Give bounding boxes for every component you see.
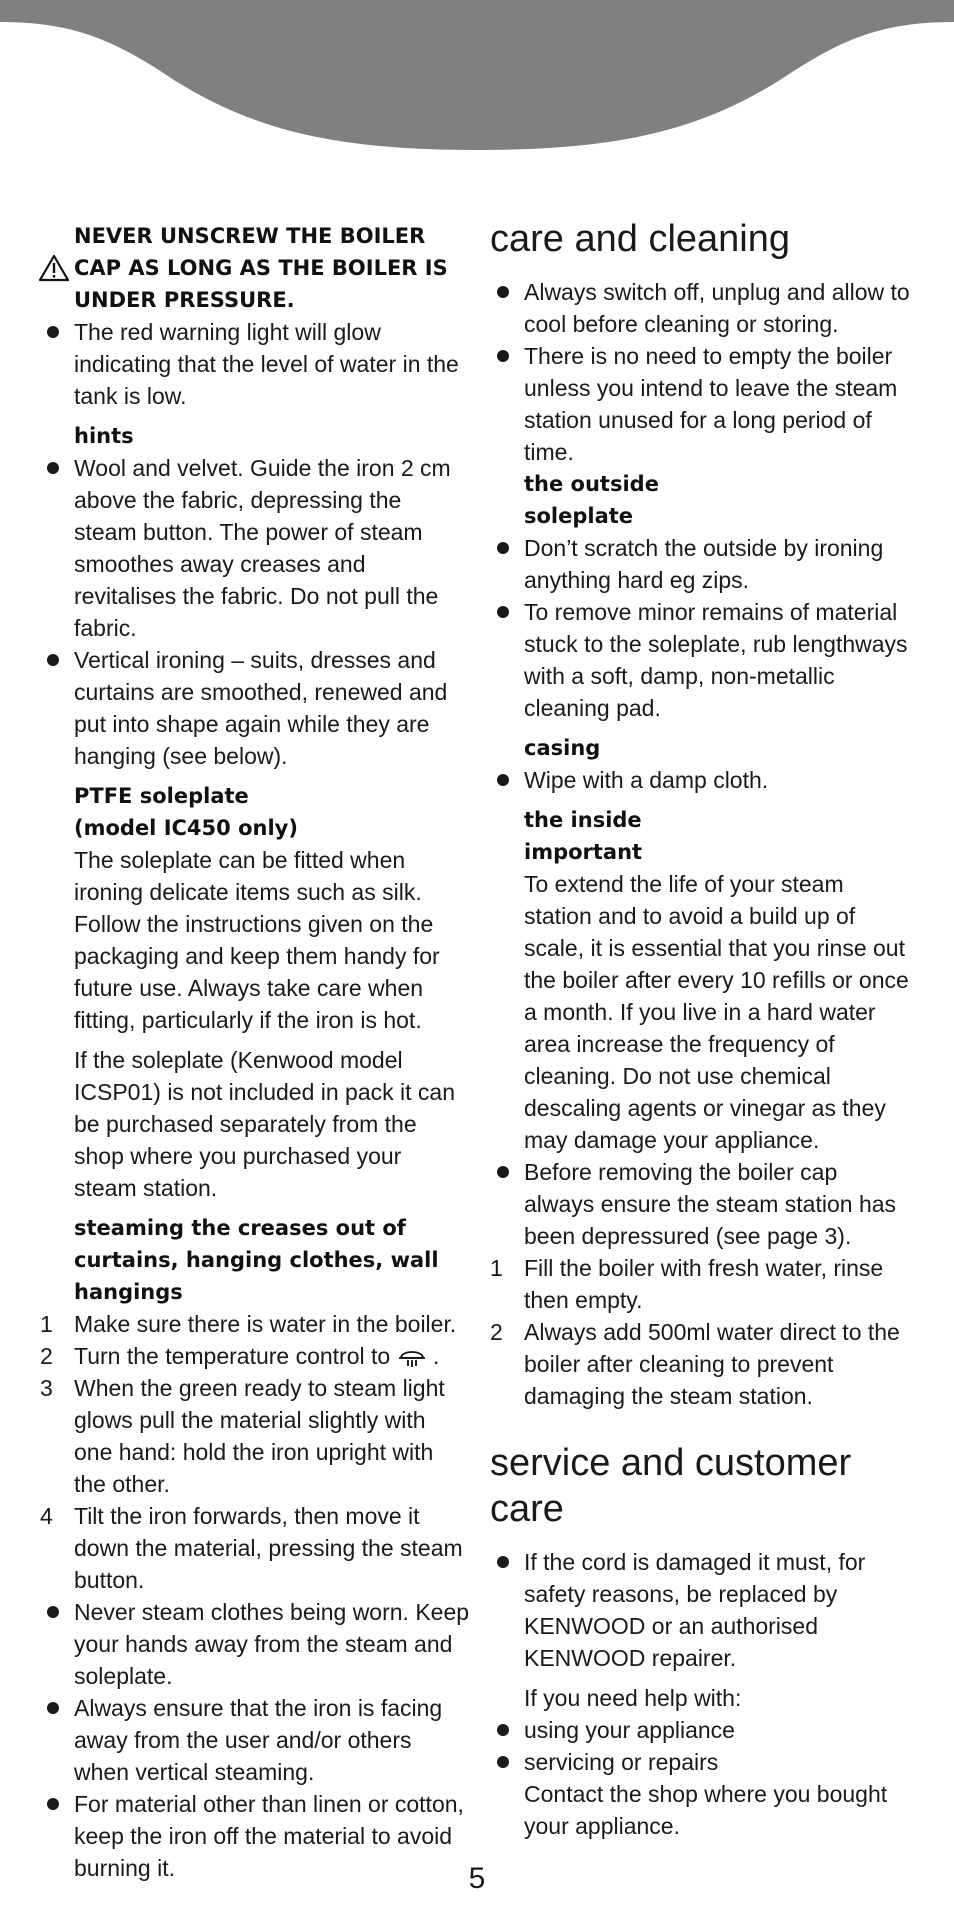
cleaning-step-2: 2 Always add 500ml water direct to the boiler after cleaning to prevent damaging the steam station.	[490, 1319, 900, 1409]
bullet-facing-away: Always ensure that the iron is facing away from the user and/or others when vertical steaming.	[40, 1692, 470, 1788]
bullet-never-steam: Never steam clothes being worn. Keep your hands away from the steam and soleplate.	[40, 1596, 470, 1692]
bullet-dot	[497, 350, 509, 362]
ptfe-paragraph-2: If the soleplate (Kenwood model ICSP01) is not included in pack it can be purchased separately from the shop where you purchased your steam station.	[74, 1047, 455, 1201]
help-contact: Contact the shop where you bought your appliance.	[524, 1781, 888, 1839]
bullet-material: For material other than linen or cotton, keep the iron off the material to avoid burning it.	[40, 1788, 470, 1884]
bullet-dot	[47, 326, 59, 338]
warning-text: NEVER UNSCREW THE BOILER CAP AS LONG AS THE BOILER IS UNDER PRESSURE.	[74, 224, 448, 312]
step-2: 2 Turn the temperature control to .	[40, 1343, 440, 1369]
casing-bullet: Wipe with a damp cloth.	[490, 764, 910, 796]
bullet-dot	[497, 1166, 509, 1178]
steaming-heading: steaming the creases out of curtains, hanging clothes, wall hangings	[74, 1216, 439, 1304]
bullet-dot	[497, 542, 509, 554]
care-cleaning-title: care and cleaning	[490, 218, 790, 260]
bullet-dot	[497, 606, 509, 618]
bullet-wool: Wool and velvet. Guide the iron 2 cm above the fabric, depressing the steam button. The power of steam smoothes away creases and revitalises the fabric. Do not pull the fabric.	[40, 452, 470, 644]
bullet-dot	[497, 1756, 509, 1768]
page-number: 5	[468, 1862, 486, 1895]
bullet-dot	[47, 1702, 59, 1714]
warning-triangle-icon	[38, 254, 70, 282]
right-column	[490, 216, 910, 1842]
service-title: service and customer care	[490, 1442, 852, 1530]
inside-paragraph: To extend the life of your steam station and to avoid a build up of scale, it is essential that you rinse out the boiler after every 10 refills or once a month. If you live in a hard water area increase the frequency of cleaning. Do not use chemical descaling agents or vinegar as they may damage your appliance.	[524, 871, 909, 1153]
steam-setting-icon	[397, 1346, 427, 1368]
inside-bullet: Before removing the boiler cap always ensure the steam station has been depressured (see page 3).	[490, 1156, 910, 1252]
care-bullet-2: There is no need to empty the boiler unless you intend to leave the steam station unused for a long period of time.	[490, 340, 910, 468]
ptfe-heading-line1: PTFE soleplate	[74, 784, 249, 808]
bullet-dot	[497, 286, 509, 298]
outside-heading-line1: the outside	[524, 472, 659, 496]
ptfe-paragraph-1: The soleplate can be fitted when ironing delicate items such as silk. Follow the instructions given on the packaging and keep them handy for future use. Always take care when fitting, particularly if the iron is hot.	[74, 847, 440, 1033]
bullet-dot	[47, 1606, 59, 1618]
help-bullet-2: servicing or repairs	[490, 1746, 910, 1778]
bullet-dot	[47, 654, 59, 666]
step-4: 4 Tilt the iron forwards, then move it down the material, pressing the steam button.	[40, 1503, 463, 1593]
outside-bullet-2: To remove minor remains of material stuck to the soleplate, rub lengthways with a soft, damp, non-metallic cleaning pad.	[490, 596, 910, 724]
care-bullet-1: Always switch off, unplug and allow to cool before cleaning or storing.	[490, 276, 910, 340]
step-1: 1 Make sure there is water in the boiler.	[40, 1311, 457, 1337]
service-bullet: If the cord is damaged it must, for safety reasons, be replaced by KENWOOD or an authorised KENWOOD repairer.	[490, 1546, 910, 1674]
cleaning-step-1: 1 Fill the boiler with fresh water, rinse then empty.	[490, 1255, 884, 1313]
inside-heading-line1: the inside	[524, 808, 642, 832]
bullet-red-light: The red warning light will glow indicating that the level of water in the tank is low.	[40, 316, 470, 412]
step-3: 3 When the green ready to steam light glows pull the material slightly with one hand: hold the iron upright with the other.	[40, 1375, 445, 1497]
bullet-dot	[47, 462, 59, 474]
hints-heading: hints	[74, 424, 134, 448]
header-wave-decoration	[0, 0, 954, 160]
left-column	[40, 220, 470, 1884]
inside-heading-line2: important	[524, 840, 643, 864]
bullet-dot	[497, 1724, 509, 1736]
ptfe-heading-line2: (model IC450 only)	[74, 816, 298, 840]
bullet-vertical-ironing: Vertical ironing – suits, dresses and curtains are smoothed, renewed and put into shape again while they are hanging (see below).	[40, 644, 470, 772]
outside-bullet-1: Don’t scratch the outside by ironing anything hard eg zips.	[490, 532, 910, 596]
bullet-dot	[497, 774, 509, 786]
outside-heading-line2: soleplate	[524, 504, 634, 528]
boiler-cap-warning	[40, 220, 470, 316]
casing-heading: casing	[524, 736, 601, 760]
bullet-dot	[497, 1556, 509, 1568]
help-intro: If you need help with:	[524, 1685, 742, 1711]
bullet-dot	[47, 1798, 59, 1810]
help-bullet-1: using your appliance	[490, 1714, 910, 1746]
